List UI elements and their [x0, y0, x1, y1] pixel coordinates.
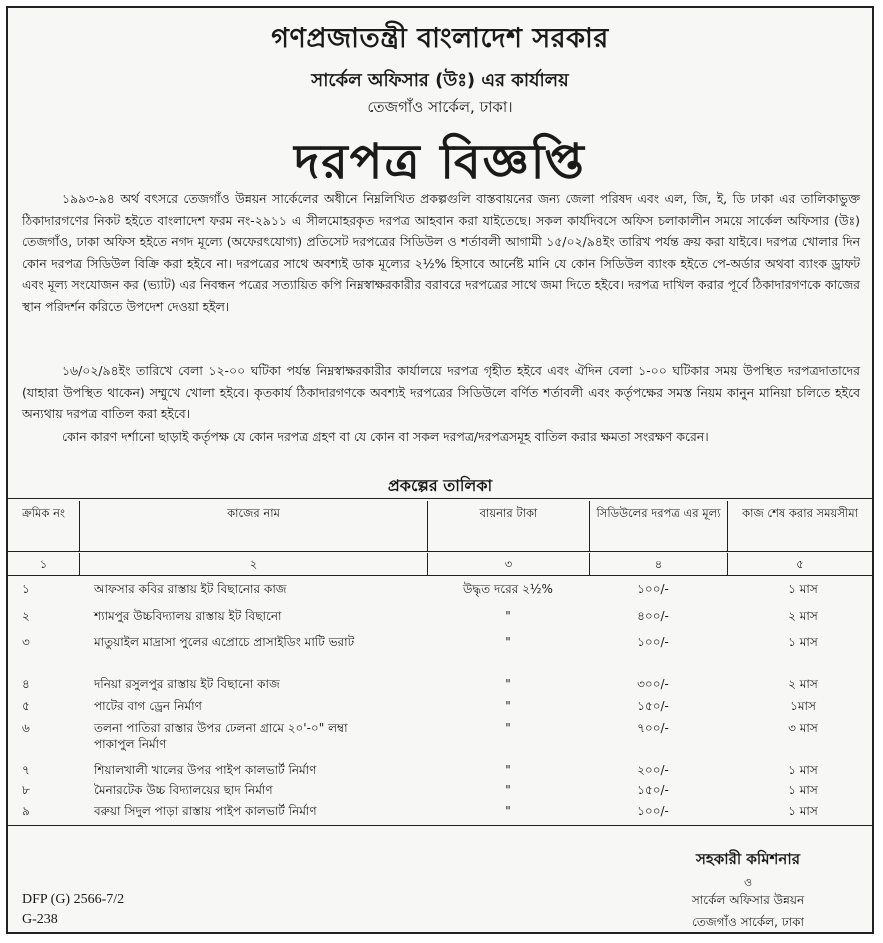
table-title: প্রকল্পের তালিকা: [387, 476, 493, 495]
row-serial: ৯: [22, 804, 30, 818]
row-earnest: ": [505, 763, 511, 777]
signatory-location: তেজগাঁও সার্কেল, ঢাকা: [692, 915, 804, 929]
row-serial: ৫: [22, 699, 30, 713]
row-work-name: মাতুয়াইল মাদ্রাসা পুলের এপ্রোচে প্রাসাইডিং মাটি ভরাট: [94, 635, 355, 649]
office-heading: সার্কেল অফিসার (উঃ) এর কার্যালয়: [311, 70, 569, 91]
row-time: ১ মাস: [788, 635, 818, 649]
row-price: ১০০/-: [637, 582, 669, 596]
row-work-name: শ্যামপুর উচ্চবিদ্যালয় রাস্তায় ইট বিছানো: [94, 609, 282, 623]
row-time: ১ মাস: [788, 582, 818, 596]
row-work-name: শিয়ালখালী খালের উপর পাইপ কালভার্ট নির্মাণ: [94, 763, 317, 777]
signatory-office: সার্কেল অফিসার উন্নয়ন: [691, 893, 805, 907]
col-number-1: ১: [8, 553, 80, 575]
body-paragraph-3: কোন কারণ দর্শানো ছাড়াই কর্তৃপক্ষ যে কোন দরপত্র গ্রহণ বা যে কোন বা সকল দরপত্র/দরপত্রসমূহ বাতিল করার ক্ষমতা সংরক্ষণ করেন।: [62, 429, 709, 444]
table-header-divider: [8, 551, 872, 552]
print-code: DFP (G) 2566-7/2: [22, 892, 125, 907]
col-number-3: ৩: [428, 553, 590, 575]
col-number-5: ৫: [796, 557, 804, 571]
row-work-name: বরুয়া সিদুল পাড়া রাস্তায় পাইপ কালভার্ট নির্মাণ: [94, 804, 317, 818]
row-work-name: আফসার কবির রাস্তায় ইট বিছানোর কাজ: [94, 582, 287, 596]
location-heading: তেজগাঁও সার্কেল, ঢাকা।: [367, 98, 513, 116]
row-time: ১মাস: [790, 699, 816, 713]
row-time: ২ মাস: [788, 677, 818, 691]
row-price: ১৫০/-: [637, 783, 669, 797]
row-work-name: মৈনারটেক উচ্চ বিদ্যালয়ের ছাদ নির্মাণ: [94, 783, 273, 797]
row-price: ১৫০/-: [637, 699, 669, 713]
row-serial: ৩: [22, 635, 30, 649]
row-serial: ৮: [22, 783, 30, 797]
row-earnest: ": [505, 783, 511, 797]
row-earnest: উদ্ধৃত দরের ২½%: [463, 582, 553, 596]
row-time: ১ মাস: [788, 763, 818, 777]
row-earnest: ": [505, 804, 511, 818]
table-top-border: [8, 498, 872, 499]
row-earnest: ": [505, 635, 511, 649]
row-serial: ৪: [22, 677, 30, 691]
col-number-2: ২: [80, 553, 428, 575]
body-paragraph-2: ১৬/০২/৯৪ইং তারিখে বেলা ১২-০০ ঘটিকা পর্যন্ত নিম্নস্বাক্ষরকারীর কার্যালয়ে দরপত্র গৃহীত হইবে এবং ঐদিন বেলা ১-০০ ঘটিকার সময় উপস্থিত দরপত্রদাতাদের (যাহারা উপস্থিত থাকেন) সম্মুখে খোলা হইবে। কৃতকার্য ঠিকাদারগণকে অবশ্যই দরপত্রের সিডিউলে বর্ণিত শর্তাবলী এবং কর্তৃপক্ষের সমস্ত নিয়ম কানুন মানিয়া চলিতে হইবে অন্যথায় দরপত্র বাতিল করা হইবে।: [22, 363, 860, 421]
row-price: ৪০০/-: [637, 609, 669, 623]
row-work-name: দনিয়া রসুলপুর রাস্তায় ইট বিছানো কাজ: [94, 677, 280, 691]
row-earnest: ": [505, 609, 511, 623]
row-earnest: ": [505, 699, 511, 713]
header-work-name: কাজের নাম: [80, 501, 428, 551]
header-serial: ক্রমিক নং: [8, 501, 80, 551]
row-time: ১ মাস: [788, 804, 818, 818]
gazette-code: G-238: [22, 912, 58, 927]
row-price: ৩০০/-: [637, 677, 669, 691]
header-earnest: বায়নার টাকা: [428, 501, 590, 551]
header-completion-time: কাজ শেষ করার সময়সীমা: [742, 506, 858, 520]
row-price: ৭০০/-: [637, 721, 669, 735]
notice-title: দরপত্র বিজ্ঞপ্তি: [294, 134, 586, 190]
row-work-name: তলনা পাতিরা রাস্তার উপর ঢেলনা গ্রামে ২০'-০" লম্বা পাকাপুল নির্মাণ: [94, 721, 348, 751]
row-time: ১ মাস: [788, 783, 818, 797]
table-number-divider: [8, 575, 872, 576]
row-serial: ৬: [22, 721, 30, 735]
signatory-designation: সহকারী কমিশনার: [696, 850, 800, 868]
row-price: ১০০/-: [637, 635, 669, 649]
row-price: ১০০/-: [637, 804, 669, 818]
row-work-name: পাটের বাগ ড্রেন নির্মাণ: [94, 699, 202, 713]
row-serial: ১: [22, 582, 30, 596]
header-schedule-price: সিডিউলের দরপত্র এর মূল্য: [590, 501, 728, 551]
body-paragraph-1: ১৯৯৩-৯৪ অর্থ বৎসরে তেজগাঁও উন্নয়ন সার্কেলের অধীনে নিম্নলিখিত প্রকল্পগুলি বাস্তবায়নের জন্য জেলা পরিষদ এবং এল, জি, ই, ডি ঢাকা এর তালিকাভুক্ত ঠিকাদারগণের নিকট হইতে বাংলাদেশ ফরম নং-২৯১১ এ সীলমোহরকৃত দরপত্র আহবান করা যাইতেছে। সকল কার্যদিবসে অফিস চলাকালীন সময়ে সার্কেল অফিসার (উঃ) তেজগাঁও, ঢাকা অফিস হইতে নগদ মূল্যে (অফেরৎযোগ্য) প্রতিসেট দরপত্রের সিডিউল ও শর্তাবলী আগামী ১৫/০২/৯৪ইং তারিখ পর্যন্ত ক্রয় করা যাইবে। দরপত্র খোলার দিন কোন দরপত্র সিডিউল বিক্রি করা হইবে না। দরপত্রের সাথে অবশ্যই ডাক মূল্যের ২½% হিসাবে আর্নেষ্ট মানি যে কোন সিডিউল ব্যাংক হইতে পে-অর্ডার অথবা ব্যাংক ড্রাফট এবং মূল্য সংযোজন কর (ভ্যাট) এর নিবন্ধন পত্রের সত্যায়িত কপি নিম্নস্বাক্ষরকারীর বরাবরে দরপত্রের সাথে জমা দিতে হইবে। দরপত্র দাখিল করার পূর্বে ঠিকাদারগণকে কাজের স্থান পরিদর্শন করিতে উপদেশ দেওয়া হইল।: [22, 191, 860, 314]
row-time: ২ মাস: [788, 609, 818, 623]
row-earnest: ": [505, 721, 511, 735]
row-earnest: ": [505, 677, 511, 691]
row-time: ৩ মাস: [788, 721, 818, 735]
col-number-4: ৪: [590, 553, 728, 575]
row-price: ২০০/-: [637, 763, 669, 777]
row-serial: ৭: [22, 763, 30, 777]
row-serial: ২: [22, 609, 30, 623]
signatory-conjunction: ও: [743, 876, 753, 889]
government-heading: গণপ্রজাতন্ত্রী বাংলাদেশ সরকার: [271, 23, 609, 54]
tender-notice: [6, 6, 874, 934]
table-bottom-border: [8, 825, 872, 826]
